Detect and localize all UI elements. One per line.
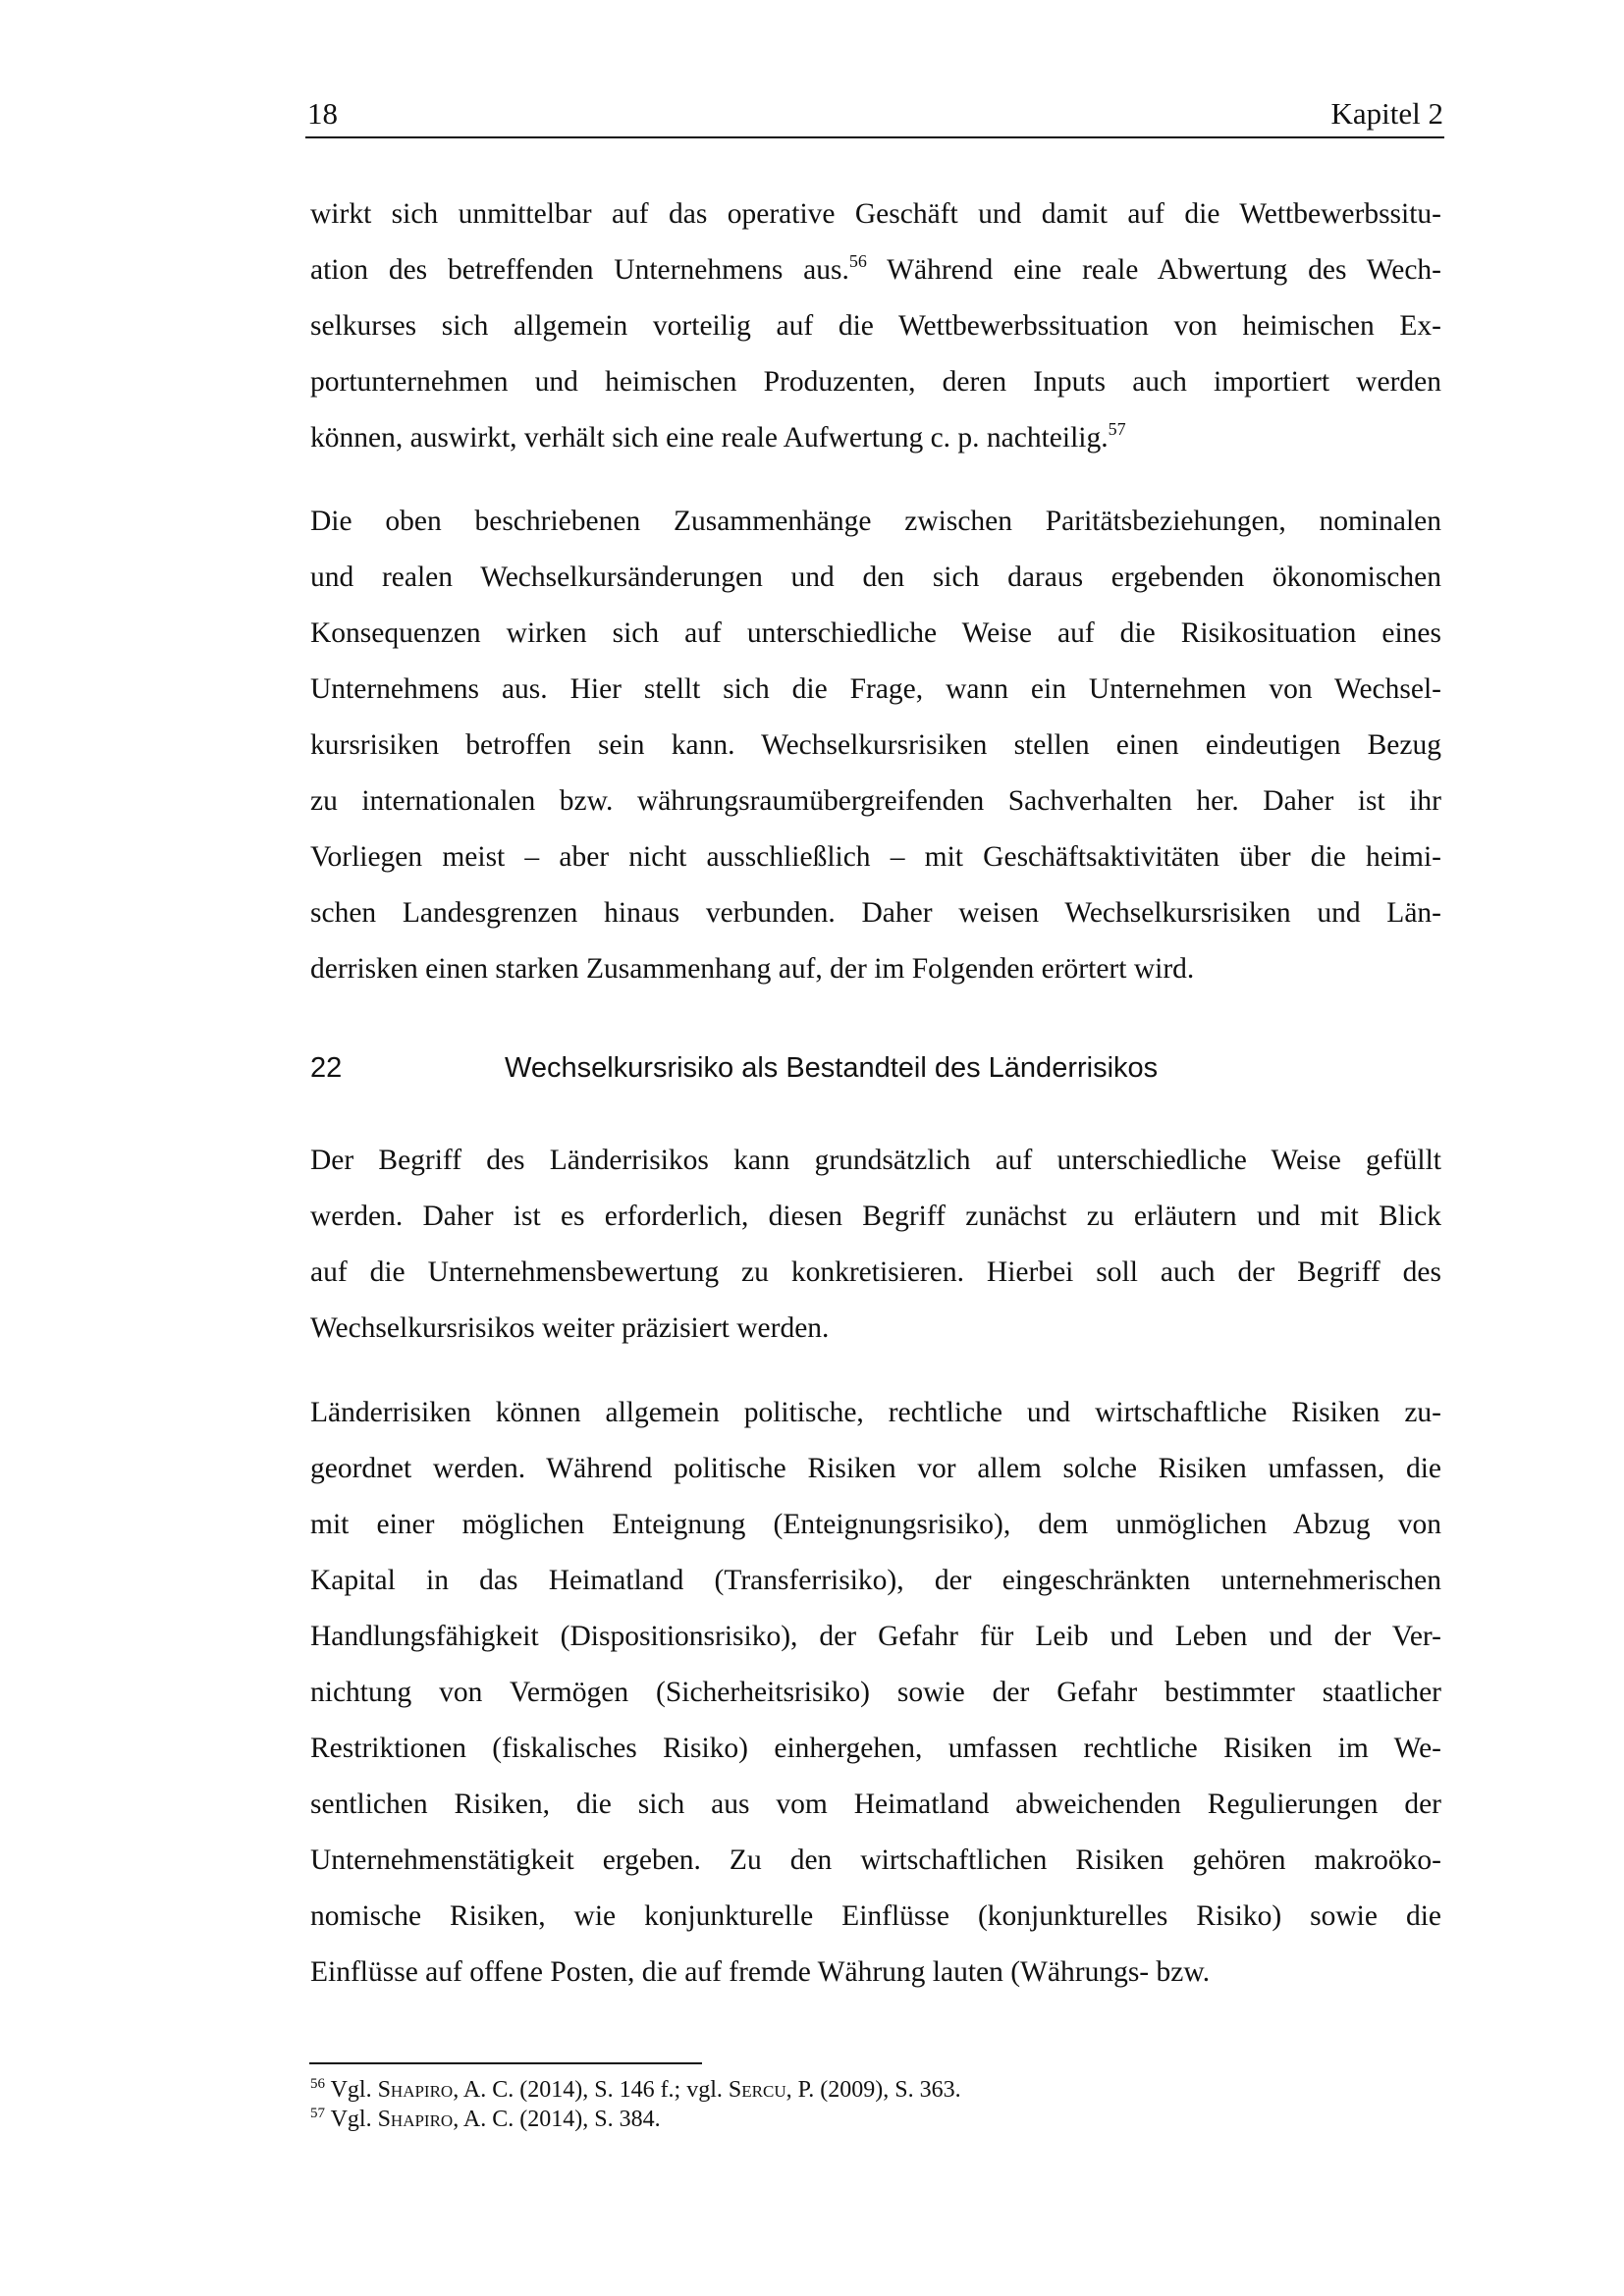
text-line: nichtung von Vermögen (Sicherheitsrisiko) sowie der Gefahr bestimmter staatlicher	[310, 1677, 1441, 1708]
footnote: $^{57}$ Vgl. Shapiro, A. C. (2014), S. 384.	[310, 2106, 661, 2132]
text-line: können, auswirkt, verhält sich eine reale Aufwertung c. p. nachteilig.$^{57}$	[310, 419, 1126, 454]
author-name: Shapiro	[377, 2077, 454, 2103]
footnote-marker: 57	[310, 2106, 325, 2121]
text-line: Konsequenzen wirken sich auf unterschiedliche Weise auf die Risikosituation eines	[310, 617, 1441, 649]
author-name: Shapiro	[377, 2107, 454, 2132]
text-line: Kapital in das Heimatland (Transferrisiko), der eingeschränkten unternehmerischen	[310, 1565, 1441, 1596]
running-header	[307, 94, 1443, 133]
text-line: Einflüsse auf offene Posten, die auf fremde Währung lauten (Währungs- bzw.	[310, 1956, 1211, 1988]
paragraph	[310, 1385, 1441, 2001]
page-number: 18	[307, 96, 338, 131]
text-line: ation des betreffenden Unternehmens aus.$^{56}$ Während eine reale Abwertung des Wech-	[310, 251, 1441, 286]
text-line: Wechselkursrisikos weiter präzisiert werden.	[310, 1312, 830, 1344]
text-line: schen Landesgrenzen hinaus verbunden. Daher weisen Wechselkursrisiken und Län-	[310, 897, 1441, 929]
text-line: Vorliegen meist – aber nicht ausschließlich – mit Geschäftsaktivitäten über die heimi-	[310, 841, 1441, 873]
text-line: derrisken einen starken Zusammenhang auf, der im Folgenden erörtert wird.	[310, 953, 1195, 985]
text-line: Unternehmenstätigkeit ergeben. Zu den wirtschaftlichen Risiken gehören makroöko-	[310, 1844, 1441, 1876]
text-line: geordnet werden. Während politische Risiken vor allem solche Risiken umfassen, die	[310, 1453, 1441, 1484]
paragraph	[310, 1133, 1441, 1357]
text-line: Die oben beschriebenen Zusammenhänge zwischen Paritätsbeziehungen, nominalen	[310, 506, 1441, 537]
text-line: Restriktionen (fiskalisches Risiko) einhergehen, umfassen rechtliche Risiken im We-	[310, 1733, 1441, 1764]
text-line: mit einer möglichen Enteignung (Enteignungsrisiko), dem unmöglichen Abzug von	[310, 1509, 1441, 1540]
author-name: Sercu	[728, 2077, 786, 2103]
footnote-reference[interactable]: 56	[848, 251, 867, 271]
paragraph	[310, 187, 1441, 466]
footnote-reference[interactable]: 57	[1108, 419, 1126, 439]
footnote: $^{56}$ Vgl. Shapiro, A. C. (2014), S. 146 f.; vgl. Sercu, P. (2009), S. 363.	[310, 2076, 961, 2103]
section-heading	[310, 1046, 1441, 1090]
footnote-rule	[309, 2062, 702, 2064]
section-number: 22	[310, 1052, 343, 1084]
paragraph	[310, 494, 1441, 997]
text-line: auf die Unternehmensbewertung zu konkretisieren. Hierbei soll auch der Begriff des	[310, 1256, 1441, 1288]
text-line: wirkt sich unmittelbar auf das operative Geschäft und damit auf die Wettbewerbssitu-	[310, 198, 1441, 230]
text-line: Handlungsfähigkeit (Dispositionsrisiko), der Gefahr für Leib und Leben und der Ver-	[310, 1621, 1441, 1652]
text-line: Der Begriff des Länderrisikos kann grundsätzlich auf unterschiedliche Weise gefüllt	[310, 1145, 1441, 1176]
chapter-label: Kapitel 2	[1330, 96, 1443, 131]
text-line: sentlichen Risiken, die sich aus vom Heimatland abweichenden Regulierungen der	[310, 1789, 1441, 1820]
section-title: Wechselkursrisiko als Bestandteil des Länderrisikos	[505, 1052, 1159, 1084]
text-line: zu internationalen bzw. währungsraumübergreifenden Sachverhalten her. Daher ist ihr	[310, 785, 1441, 817]
text-line: Länderrisiken können allgemein politische, rechtliche und wirtschaftliche Risiken zu-	[310, 1397, 1441, 1428]
text-line: portunternehmen und heimischen Produzenten, deren Inputs auch importiert werden	[310, 366, 1441, 398]
text-line: werden. Daher ist es erforderlich, diesen Begriff zunächst zu erläutern und mit Blick	[310, 1201, 1441, 1232]
footnotes	[310, 2075, 1441, 2134]
text-line: und realen Wechselkursänderungen und den sich daraus ergebenden ökonomischen	[310, 561, 1441, 593]
text-line: Unternehmens aus. Hier stellt sich die Frage, wann ein Unternehmen von Wechsel-	[310, 673, 1441, 705]
header-rule	[305, 136, 1444, 138]
text-line: nomische Risiken, wie konjunkturelle Einflüsse (konjunkturelles Risiko) sowie die	[310, 1900, 1441, 1932]
text-line: selkurses sich allgemein vorteilig auf die Wettbewerbssituation von heimischen Ex-	[310, 310, 1441, 342]
text-line: kursrisiken betroffen sein kann. Wechselkursrisiken stellen einen eindeutigen Bezug	[310, 729, 1441, 761]
footnote-marker: 56	[310, 2076, 325, 2092]
